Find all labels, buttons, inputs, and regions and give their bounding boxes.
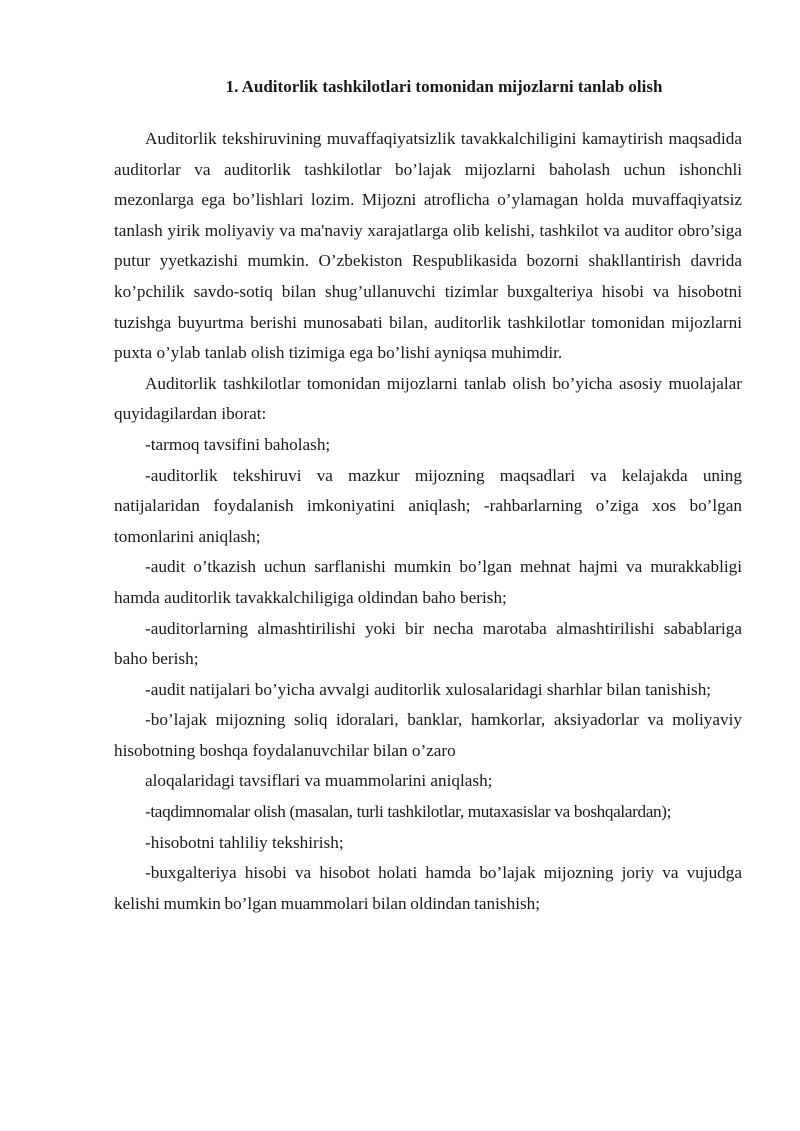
list-item-audit-goals: -auditorlik tekshiruvi va mazkur mijozning maqsadlari va kelajakda uning natijalaridan foydalanish imkoniyatini aniqlash; -rahbarlarning o’ziga xos bo’lgan tomonlarini aniqlash;: [114, 465, 742, 546]
list-item-industry: -tarmoq tavsifini baholash;: [145, 434, 331, 454]
section-heading: 1. Auditorlik tashkilotlari tomonidan mijozlarni tanlab olish: [225, 77, 663, 96]
paragraph-procedures-intro: Auditorlik tashkilotlar tomonidan mijozlarni tanlab olish bo’yicha asosiy muolajalar quyidagilardan iborat:: [114, 373, 742, 424]
list-item-analytics: -hisobotni tahliliy tekshirish;: [145, 832, 344, 852]
list-item-relations-cont: aloqalaridagi tavsiflari va muammolarini aniqlash;: [145, 771, 493, 791]
list-item-relations: -bo’lajak mijozning soliq idoralari, banklar, hamkorlar, aksiyadorlar va moliyaviy hisobotning boshqa foydalanuvchilar bilan o’zaro: [114, 710, 742, 760]
list-item-prior-reports: -audit natijalari bo’yicha avvalgi auditorlik xulosalaridagi sharhlar bilan tanishish;: [145, 679, 712, 699]
list-item-auditor-change: -auditorlarning almashtirilishi yoki bir necha marotaba almashtirilishi sabablariga baho berish;: [114, 618, 742, 669]
list-item-labor-volume: -audit o’tkazish uchun sarflanishi mumkin bo’lgan mehnat hajmi va murakkabligi hamda auditorlik tavakkalchiligiga oldindan baho berish;: [114, 557, 742, 607]
document-page: [114, 74, 742, 919]
list-item-references: -taqdimnomalar olish (masalan, turli tashkilotlar, mutaxasislar va boshqalardan);: [145, 802, 672, 822]
paragraph-intro: Auditorlik tekshiruvining muvaffaqiyatsizlik tavakkalchiligini kamaytirish maqsadida auditorlar va auditorlik tashkilotlar bo’lajak mijozlarni baholash uchun ishonchli mezonlarga ega bo’lishlari lozim. Mijozni atroflicha o’ylamagan holda muvaffaqiyatsiz tanlash yirik moliyaviy va ma'naviy xarajatlarga olib kelishi, tashkilot va auditor obro’siga putur yyetkazishi mumkin. O’zbekiston Respublikasida bozorni shakllantirish davrida ko’pchilik savdo-sotiq bilan shug’ullanuvchi tizimlar buxgalteriya hisobi va hisobotni tuzishga buyurtma berishi munosabati bilan, auditorlik tashkilotlar tomonidan mijozlarni puxta o’ylab tanlab olish tizimiga ega bo’lishi ayniqsa muhimdir.: [114, 129, 742, 363]
list-item-accounting-state: -buxgalteriya hisobi va hisobot holati hamda bo’lajak mijozning joriy va vujudga kelishi mumkin bo’lgan muammolari bilan oldindan tanishish;: [114, 863, 742, 913]
